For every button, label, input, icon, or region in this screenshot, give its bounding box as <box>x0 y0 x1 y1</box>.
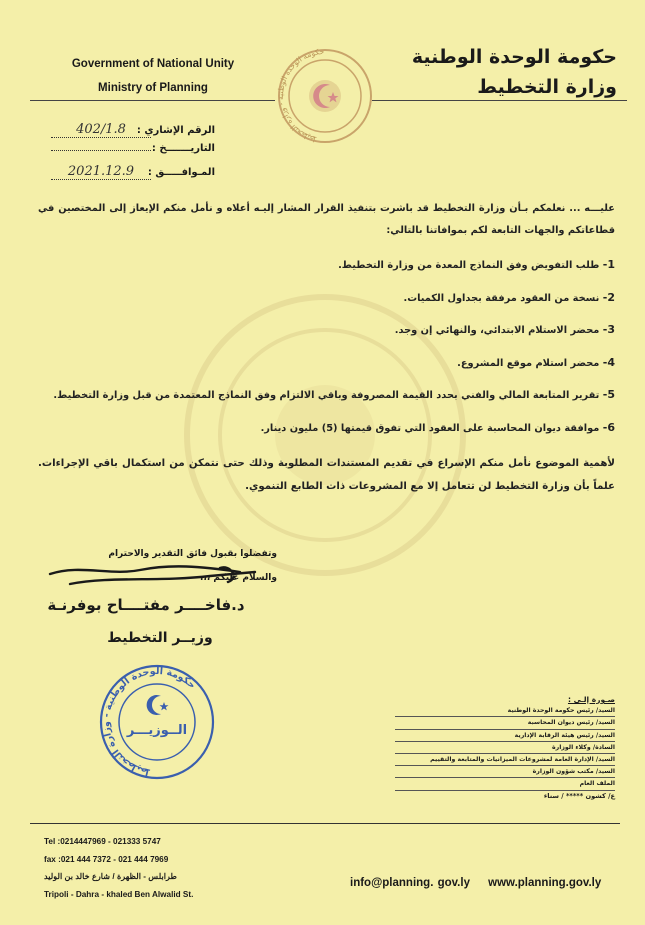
fax-line: fax :021 444 7372 - 021 444 7969 <box>44 854 169 864</box>
letter-closing: لأهمية الموضوع نأمل منكم الإسراع في تقديم المستندات المطلوبة وذلك حتى نتمكن من استكمال باقي الإجراءات. علماً بأن وزارة التخطيط لن تتعامل إلا مع المشروعات ذات الطابع التنموي. <box>38 458 615 492</box>
contact-details <box>44 833 193 903</box>
date-label: التاريـــــــخ : <box>151 143 215 154</box>
cc-item: السيد/ مكتب شؤون الوزارة <box>395 766 615 778</box>
reference-block <box>51 122 215 185</box>
cc-item: السيد/ رئيس حكومة الوحدة الوطنية <box>395 705 615 717</box>
cc-footer: ع/ كشون ***** / سناء <box>543 791 615 800</box>
english-header <box>38 52 268 100</box>
web-contacts <box>350 877 615 889</box>
stamp-center-text: الــوزيـــر <box>126 723 188 738</box>
address-en: Tripoli - Dahra - khaled Ben Alwalid St. <box>44 889 194 899</box>
corresponding-date-row <box>51 164 215 185</box>
stamp-crescent-icon <box>147 695 161 715</box>
stamp-star-icon <box>160 702 169 710</box>
government-name-en: Government of National Unity <box>71 58 235 70</box>
cc-item: السادة/ وكلاء الوزارة <box>395 742 615 754</box>
reference-number-value: 402/1.8 <box>51 122 151 138</box>
requirement-item: 5- تقرير المتابعة المالي والفني بحدد القيمة المصروفة وباقي الالتزام وفق النماذج المعتمدة من قبل وزارة التخطيط. <box>53 388 615 401</box>
address-ar: طرابلس - الظهرة / شارع خالد بن الوليد <box>44 872 178 881</box>
corresponding-date-label: المـوافـــــق : <box>147 167 215 178</box>
header-divider-right <box>372 100 627 101</box>
cc-item: السيد/ الإدارة العامة لمشروعات الميزانيات والمتابعة والتقييم <box>395 754 615 766</box>
header-divider-left <box>30 100 275 101</box>
copies-to-heading: صـورة إلـى : <box>567 695 615 704</box>
email-link[interactable]: info@planning. gov.ly <box>350 877 470 889</box>
cc-item: السيد/ رئيس ديوان المحاسبة <box>395 717 615 729</box>
website-link[interactable]: www.planning.gov.ly <box>488 877 602 889</box>
reference-number-label: الرقم الإشاري : <box>136 125 215 136</box>
government-name-ar: حكومة الوحدة الوطنية <box>411 46 617 68</box>
ministry-name-en: Ministry of Planning <box>98 82 208 94</box>
cc-item: السيد/ رئيس هيئة الرقابة الإدارية <box>395 730 615 742</box>
corresponding-date-value: 2021.12.9 <box>51 164 151 180</box>
requirement-item: 2- نسخة من العقود مرفقة بجداول الكميات. <box>403 290 615 304</box>
requirement-item: 3- محضر الاستلام الابتدائي، والنهائي إن وجد. <box>394 323 615 336</box>
stamp-ring-text: حكومة الوحدة الوطنية - وزارة التخطيط <box>100 665 198 778</box>
requirements-list <box>38 258 615 453</box>
cc-item: الملف العام <box>395 778 615 790</box>
footer-divider <box>30 823 620 824</box>
letter-intro: عليـــه ... نعلمكم بـأن وزارة التخطيط قد باشرت بتنفيذ القرار المشار إليـه أعلاه و نأمل منكم الإيعاز إلى المختصين في قطاعاتكم والجهات التابعة لكم بموافاتنا بالتالي: <box>38 203 615 236</box>
date-value <box>51 150 151 151</box>
signatory-title: وزيــر التخطيط <box>107 630 213 646</box>
emblem-ring-text: حكومة الوحدة الوطنية - وزارة التخطيط <box>276 46 325 145</box>
requirement-item: 4- محضر استلام موقع المشروع. <box>457 355 615 369</box>
requirement-item: 6- موافقة ديوان المحاسبة على العقود التي تفوق قيمتها (5) مليون دينار. <box>260 420 615 434</box>
date-row <box>51 143 215 164</box>
salutation-line: والسلام عليكم ،،، <box>200 573 277 583</box>
requirement-item: 1- طلب التفويض وفق النماذج المعدة من وزارة التخطيط. <box>338 258 615 271</box>
ministry-emblem-logo <box>275 42 375 152</box>
reference-number-row <box>51 122 215 143</box>
ministry-name-ar: وزارة التخطيط <box>477 76 617 98</box>
official-stamp <box>97 662 217 782</box>
arabic-header <box>412 42 617 102</box>
regards-line: وتفضلوا بقبول فائق التقدير والاحترام <box>108 549 277 559</box>
signatory-name: د.فاخــــر مفتــــاح بوفرنـة <box>47 596 245 614</box>
telephone-line: Tel :0214447969 - 021333 5747 <box>44 837 161 846</box>
copies-to-block <box>385 694 615 802</box>
